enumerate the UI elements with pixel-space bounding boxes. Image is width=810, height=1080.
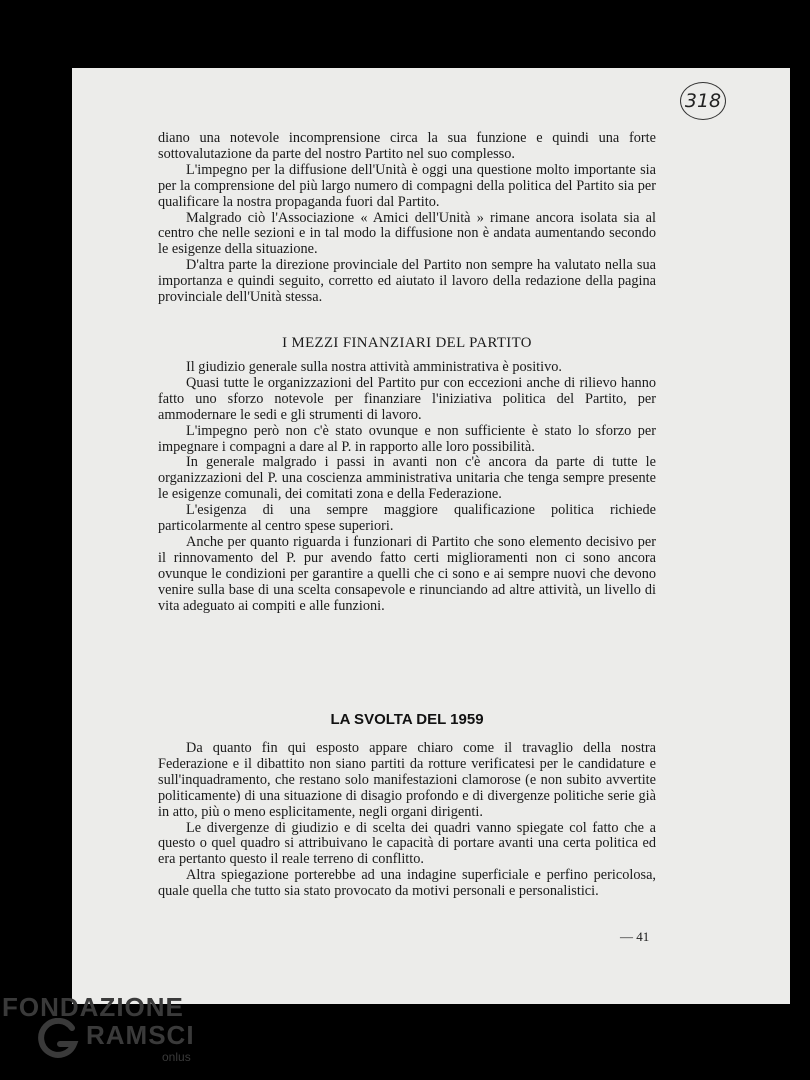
paragraph: Malgrado ciò l'Associazione « Amici dell'Unità » rimane ancora isolata sia al centro che nelle sezioni e in tal modo la diffusione non è andata aumentando secondo le esigenze della situazione. bbox=[158, 209, 656, 258]
section-heading-mezzi-finanziari: I MEZZI FINANZIARI DEL PARTITO bbox=[282, 335, 532, 351]
paragraph: Le divergenze di giudizio e di scelta dei quadri vanno spiegate col fatto che a questo o quel quadro si attribuivano le capacità di portare avanti una certa politica ed era pertanto questo il reale terreno di conflitto. bbox=[158, 819, 656, 868]
folio-number: 318 bbox=[680, 82, 726, 120]
watermark-line-2: RAMSCI bbox=[86, 1020, 195, 1050]
watermark-line-3: onlus bbox=[162, 1050, 191, 1064]
watermark-line-1: FONDAZIONE bbox=[2, 992, 184, 1022]
paragraph: In generale malgrado i passi in avanti non c'è ancora da parte di tutte le organizzazioni del P. una coscienza amministrativa unitaria che tenga sempre presente le esigenze comunali, dei comitati zona e della Federazione. bbox=[158, 454, 656, 503]
fondazione-gramsci-watermark bbox=[2, 990, 262, 1070]
section-3-body bbox=[158, 741, 656, 900]
section-1-body bbox=[158, 131, 656, 306]
paragraph: D'altra parte la direzione provinciale del Partito non sempre ha valutato nella sua importanza e quindi seguito, corretto ed aiutato il lavoro della redazione della pagina provinciale dell'Unità stessa. bbox=[158, 257, 656, 306]
paragraph: Quasi tutte le organizzazioni del Partito pur con eccezioni anche di rilievo hanno fatto uno sforzo notevole per finanziare l'iniziativa politica del Partito, per ammodernare le sedi e gli strumenti di lavoro. bbox=[158, 374, 656, 423]
paragraph: L'esigenza di una sempre maggiore qualificazione politica richiede particolarmente al centro spese superiori. bbox=[158, 502, 656, 535]
paragraph: diano una notevole incomprensione circa la sua funzione e quindi una forte sottovalutazione da parte del nostro Partito nel suo complesso. bbox=[158, 130, 656, 162]
section-2-body bbox=[158, 360, 656, 615]
paragraph: Da quanto fin qui esposto appare chiaro come il travaglio della nostra Federazione e il dibattito non siano partiti da rotture verificatesi per le candidature e sull'inquadramento, che restano solo manifestazioni clamorose (e non subito avvertite politicamente) di una situazione di disagio profondo e di divergenze politiche serie già in atto, più o meno esplicitamente, negli organi dirigenti. bbox=[158, 740, 656, 820]
paragraph: Altra spiegazione porterebbe ad una indagine superficiale e perfino pericolosa, quale quella che tutto sia stato provocato da motivi personali e personalistici. bbox=[158, 867, 656, 900]
paragraph: Il giudizio generale sulla nostra attività amministrativa è positivo. bbox=[186, 359, 562, 375]
paragraph: L'impegno però non c'è stato ovunque e non sufficiente è stato lo sforzo per impegnare i compagni a dare al P. in rapporto alle loro possibilità. bbox=[158, 422, 656, 455]
paragraph: Anche per quanto riguarda i funzionari di Partito che sono elemento decisivo per il rinnovamento del P. pur avendo fatto certi miglioramenti non ci sono ancora ovunque le condizioni per garantire a quelli che ci sono e ai sempre nuovi che devono venire sulla base di una scelta consapevole e rinunciando ad altre attività, un livello di vita adeguato ai compiti e alle funzioni. bbox=[158, 533, 656, 614]
page-number: — 41 bbox=[620, 929, 650, 944]
gramsci-g-logo-icon bbox=[36, 1018, 80, 1062]
paragraph: L'impegno per la diffusione dell'Unità è oggi una questione molto importante sia per la comprensione del più largo numero di compagni della politica del Partito sia per qualificare la nostra propaganda fuori dal Partito. bbox=[158, 161, 656, 210]
section-heading-svolta-1959: LA SVOLTA DEL 1959 bbox=[330, 711, 484, 728]
